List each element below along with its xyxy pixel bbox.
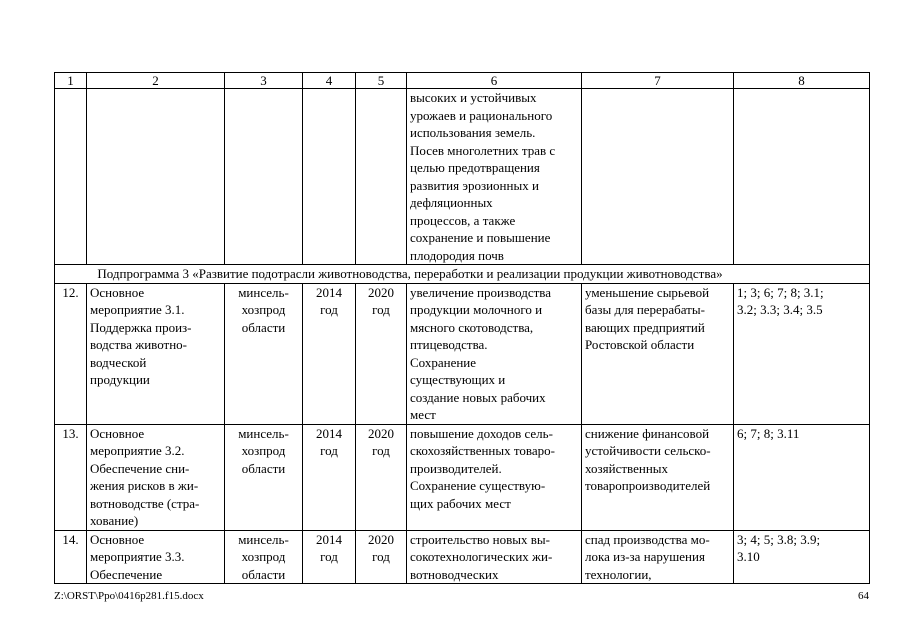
consequences: уменьшение сырьевой базы для перерабаты- вающих предприятий Ростовской области — [585, 284, 710, 352]
page-number: 64 — [858, 590, 869, 602]
indicators: 3; 4; 5; 3.8; 3.9; 3.10 — [737, 531, 821, 564]
table-row — [55, 424, 870, 530]
start-year: 2014 год — [316, 425, 342, 458]
end-year: 2020 год — [368, 531, 394, 564]
measure-name: Основное мероприятие 3.3. Обеспечение — [90, 531, 185, 582]
col-header-1: 1 — [55, 73, 87, 89]
col-header-6: 6 — [407, 73, 582, 89]
col-header-8: 8 — [734, 73, 870, 89]
col-header-7: 7 — [582, 73, 734, 89]
expected-result: повышение доходов сель- скохозяйственных товаро- производителей. Сохранение существую- щих рабочих мест — [410, 425, 555, 511]
row-number: 14. — [55, 530, 87, 584]
measure-name: Основное мероприятие 3.2. Обеспечение сни- жения рисков в жи- вотноводстве (стра- хование) — [90, 425, 200, 528]
continued-result-text: высоких и устойчивых урожаев и рационального использования земель. Посев многолетних трав с целью предотвращения развития эрозионных и дефляционных процессов, а также сохранение и повышение плодородия почв — [410, 90, 556, 263]
end-year: 2020 год — [368, 284, 394, 317]
expected-result: строительство новых вы- сокотехнологических жи- вотноводческих — [410, 531, 553, 582]
col-header-2: 2 — [87, 73, 225, 89]
executor: минсель- хозпрод области — [238, 425, 289, 476]
expected-result: увеличение производства продукции молочного и мясного скотоводства, птицеводства. Сохранение существующих и создание новых рабочих мест — [410, 284, 552, 422]
row-number: 13. — [55, 424, 87, 530]
table-row — [55, 530, 870, 584]
table-row — [55, 283, 870, 424]
executor: минсель- хозпрод области — [238, 531, 289, 582]
continuation-row — [55, 89, 870, 265]
indicators: 1; 3; 6; 7; 8; 3.1; 3.2; 3.3; 3.4; 3.5 — [737, 284, 824, 317]
col-header-3: 3 — [225, 73, 303, 89]
col-header-5: 5 — [356, 73, 407, 89]
measure-name: Основное мероприятие 3.1. Поддержка произ- водства животно- водческой продукции — [90, 284, 192, 387]
measures-table — [54, 72, 870, 584]
subprogram-row — [55, 265, 870, 284]
start-year: 2014 год — [316, 531, 342, 564]
indicators: 6; 7; 8; 3.11 — [737, 425, 800, 441]
col-header-4: 4 — [303, 73, 356, 89]
file-path: Z:\ORST\Ppo\0416p281.f15.docx — [54, 590, 204, 602]
consequences: спад производства мо- лока из-за нарушения технологии, — [585, 531, 710, 582]
executor: минсель- хозпрод области — [238, 284, 289, 335]
consequences: снижение финансовой устойчивости сельско- хозяйственных товаропроизводителей — [585, 425, 711, 493]
end-year: 2020 год — [368, 425, 394, 458]
row-number: 12. — [55, 283, 87, 424]
start-year: 2014 год — [316, 284, 342, 317]
column-number-row — [55, 73, 870, 89]
subprogram-title: Подпрограмма 3 «Развитие подотрасли животноводства, переработки и реализации продукции животноводства» — [87, 265, 734, 284]
